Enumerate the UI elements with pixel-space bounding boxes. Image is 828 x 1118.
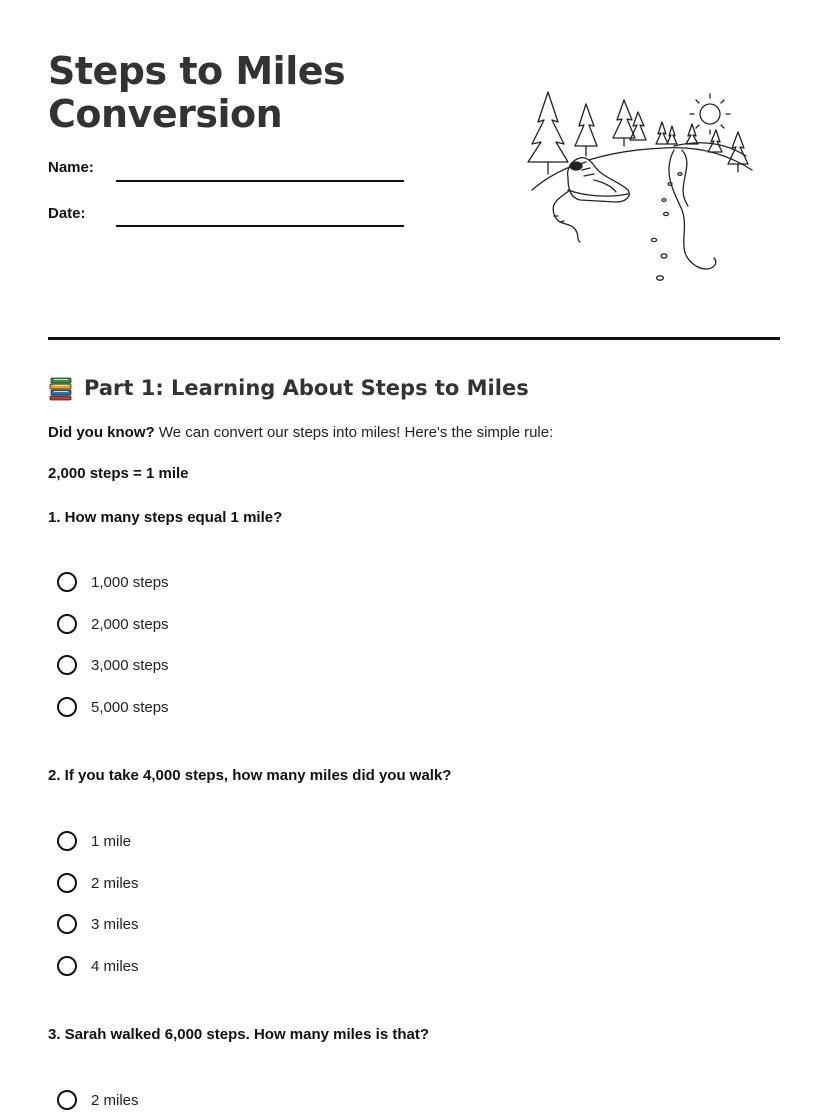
radio-button[interactable]	[57, 1090, 77, 1110]
part1-heading	[48, 373, 529, 403]
radio-button[interactable]	[57, 572, 77, 592]
worksheet-title	[48, 50, 468, 136]
option-label: 1,000 steps	[91, 573, 169, 591]
intro-paragraph	[48, 424, 553, 441]
option-label: 3 miles	[91, 915, 139, 933]
option-label: 3,000 steps	[91, 656, 169, 674]
section-divider	[48, 337, 780, 340]
q2-option-1[interactable]	[57, 831, 131, 851]
intro-text: We can convert our steps into miles! Here's the simple rule:	[154, 424, 554, 441]
q2-option-3[interactable]	[57, 914, 139, 934]
question-1: 1. How many steps equal 1 mile?	[48, 509, 283, 526]
radio-button[interactable]	[57, 873, 77, 893]
date-field-line[interactable]	[116, 225, 404, 227]
option-label: 5,000 steps	[91, 698, 169, 716]
option-label: 2 miles	[91, 874, 139, 892]
radio-button[interactable]	[57, 956, 77, 976]
intro-bold: Did you know?	[48, 424, 155, 441]
books-icon	[48, 375, 74, 401]
radio-button[interactable]	[57, 914, 77, 934]
q2-option-4[interactable]	[57, 956, 139, 976]
question-3: 3. Sarah walked 6,000 steps. How many miles is that?	[48, 1026, 429, 1043]
name-field-line[interactable]	[116, 180, 404, 182]
option-label: 4 miles	[91, 957, 139, 975]
title-line-2: Conversion	[48, 92, 283, 136]
q1-option-2[interactable]	[57, 614, 169, 634]
q2-option-2[interactable]	[57, 873, 139, 893]
radio-button[interactable]	[57, 831, 77, 851]
option-label: 2 miles	[91, 1091, 139, 1109]
title-line-1: Steps to Miles	[48, 49, 346, 93]
walking-trail-illustration	[524, 82, 758, 288]
q1-option-4[interactable]	[57, 697, 169, 717]
radio-button[interactable]	[57, 655, 77, 675]
option-label: 1 mile	[91, 832, 132, 850]
q1-option-1[interactable]	[57, 572, 169, 592]
question-2: 2. If you take 4,000 steps, how many miles did you walk?	[48, 767, 452, 784]
q1-option-3[interactable]	[57, 655, 169, 675]
conversion-rule: 2,000 steps = 1 mile	[48, 465, 189, 482]
date-label: Date:	[48, 205, 86, 222]
part1-heading-text: Part 1: Learning About Steps to Miles	[84, 376, 529, 400]
radio-button[interactable]	[57, 697, 77, 717]
name-label: Name:	[48, 159, 94, 176]
option-label: 2,000 steps	[91, 615, 169, 633]
q3-option-1[interactable]	[57, 1090, 139, 1110]
radio-button[interactable]	[57, 614, 77, 634]
